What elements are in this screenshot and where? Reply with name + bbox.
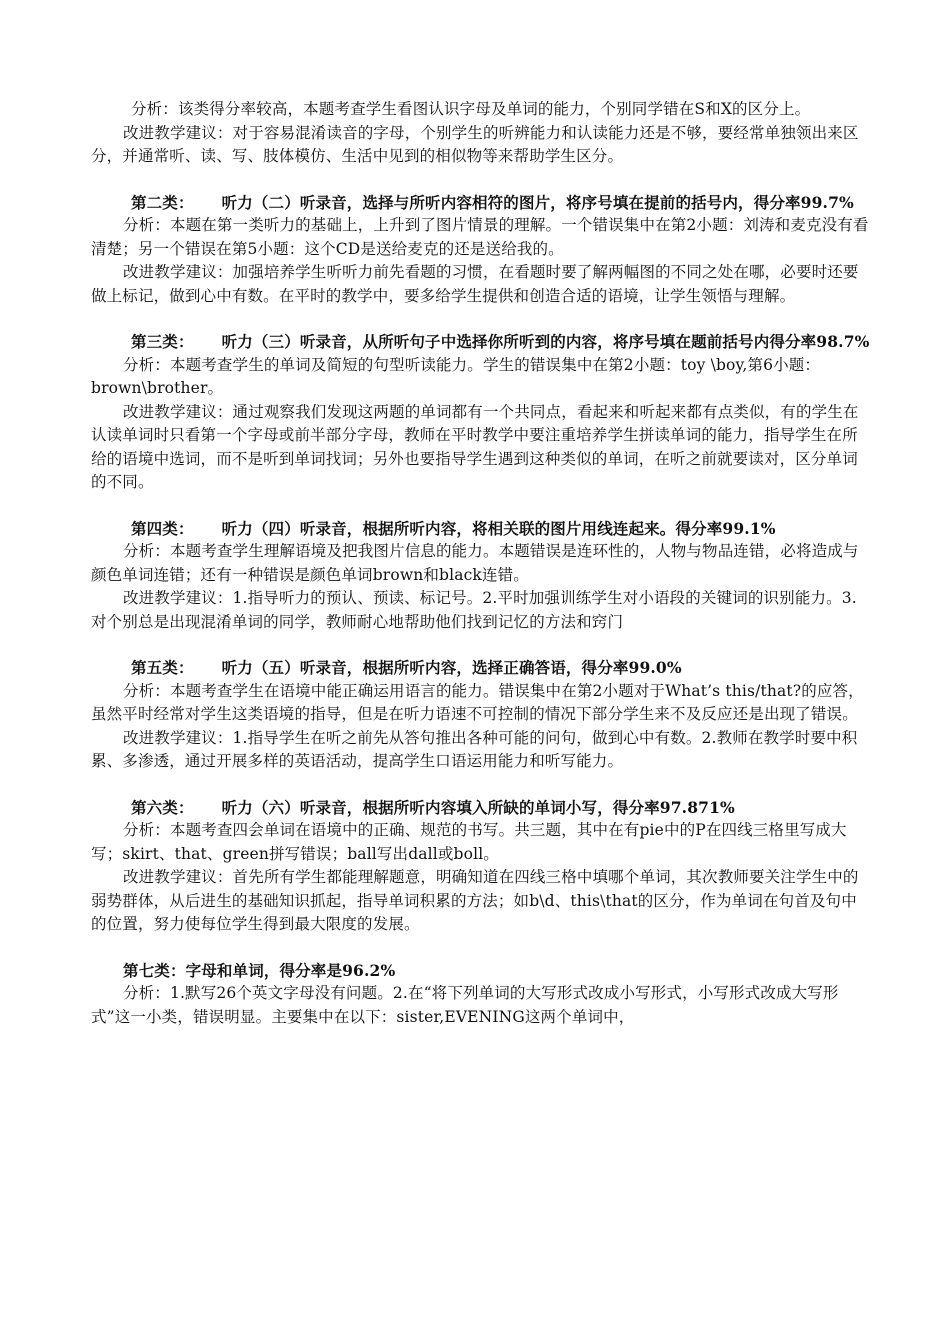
suggestion-paragraph: 改进教学建议：1.指导听力的预认、预读、标记号。2.平时加强训练学生对小语段的关键词的识别能力。3.对个别总是出现混淆单词的同学，教师耐心地帮助他们找到记忆的方法和窍门: [91, 589, 857, 631]
suggestion-paragraph: 改进教学建议：加强培养学生听听力前先看题的习惯，在看题时要了解两幅图的不同之处在哪，必要时还要做上标记，做到心中有数。在平时的教学中，要多给学生提供和创造合适的语境，让学生领悟与理解。: [91, 263, 859, 305]
section-label: 第四类：: [131, 518, 194, 538]
section-title: 听力（四）听录音，根据所听内容，将相关联的图片用线连起来。得分率99.1%: [221, 518, 776, 538]
section-heading: [91, 656, 871, 680]
section-3: [91, 330, 871, 495]
analysis-paragraph: 分析：1.默写26个英文字母没有问题。2.在“将下列单词的大写形式改成小写形式，小写形式改成大写形式”这一小类，错误明显。主要集中在以下：sister,EVENING这两个单词中，: [91, 984, 839, 1026]
suggestion-paragraph: 改进教学建议：首先所有学生都能理解题意，明确知道在四线三格中填哪个单词，其次教师要关注学生中的弱势群体，从后进生的基础知识抓起，指导单词积累的方法；如b\d、this\that的区分，作为单词在句首及句中的位置，努力使每位学生得到最大限度的发展。: [91, 868, 859, 933]
section-heading: [91, 959, 871, 983]
section-heading: [91, 517, 871, 541]
section-heading: [91, 191, 871, 215]
section-title: 字母和单词，得分率是96.2%: [185, 960, 396, 980]
section-label: 第六类：: [131, 797, 194, 817]
document-body: [91, 98, 871, 1051]
analysis-paragraph: 分析：本题考查四会单词在语境中的正确、规范的书写。共三题，其中在有pie中的P在四线三格里写成大写；skirt、that、green拼写错误；ball写出dall或boll。: [91, 821, 847, 863]
section-title: 听力（六）听录音，根据所听内容填入所缺的单词小写，得分率97.871%: [221, 797, 735, 817]
section-title: 听力（五）听录音，根据所听内容，选择正确答语，得分率99.0%: [221, 658, 682, 677]
section-2: [91, 191, 871, 309]
section-title: 听力（三）听录音，从所听句子中选择你所听到的内容，将序号填在题前括号内得分率98.7%: [221, 332, 870, 351]
suggestion-paragraph: 改进教学建议：1.指导学生在听之前先从答句推出各种可能的问句，做到心中有数。2.教师在教学时要中积累、多渗透，通过开展多样的英语活动，提高学生口语运用能力和听写能力。: [91, 728, 858, 770]
section-label: 第三类：: [131, 332, 194, 351]
section-7: [91, 959, 871, 1030]
analysis-paragraph: 分析：本题考查学生在语境中能正确运用语言的能力。错误集中在第2小题对于What’s this/that?的应答，虽然平时经常对学生这类语境的指导，但是在听力语速不可控制的情况下部分学生来不及反应还是出现了错误。: [91, 681, 864, 723]
suggestion-paragraph: 改进教学建议：通过观察我们发现这两题的单词都有一个共同点，看起来和听起来都有点类似，有的学生在认读单词时只看第一个字母或前半部分字母，教师在平时教学中要注重培养学生拼读单词的能力，指导学生在所给的语境中选词，而不是听到单词找词；另外也要指导学生遇到这种类似的单词，在听之前就要读对，区分单词的不同。: [91, 402, 859, 491]
analysis-paragraph: 分析：该类得分率较高，本题考查学生看图认识字母及单词的能力，个别同学错在S和X的区分上。: [131, 100, 811, 118]
section-heading: [91, 796, 871, 820]
section-6: [91, 796, 871, 937]
section-heading: [91, 330, 871, 354]
suggestion-paragraph: 改进教学建议：对于容易混淆读音的字母，个别学生的听辨能力和认读能力还是不够，要经常单独领出来区分，并通常听、读、写、肢体模仿、生活中见到的相似物等来帮助学生区分。: [91, 123, 859, 165]
intro-section: [91, 98, 871, 169]
analysis-paragraph: 分析：本题考查学生的单词及简短的句型听读能力。学生的错误集中在第2小题：toy \boy,第6小题：brown\brother。: [91, 355, 821, 397]
analysis-paragraph: 分析：本题考查学生理解语境及把我图片信息的能力。本题错误是连环性的，人物与物品连错，必将造成与颜色单词连错；还有一种错误是颜色单词brown和black连错。: [91, 542, 859, 584]
analysis-paragraph: 分析：本题在第一类听力的基础上，上升到了图片情景的理解。一个错误集中在第2小题：刘涛和麦克没有看清楚；另一个错误在第5小题：这个CD是送给麦克的还是送给我的。: [91, 216, 869, 258]
section-4: [91, 517, 871, 635]
section-5: [91, 656, 871, 774]
section-label: 第七类：: [123, 960, 186, 980]
section-label: 第二类：: [131, 192, 194, 212]
section-title: 听力（二）听录音，选择与所听内容相符的图片，将序号填在提前的括号内，得分率99.7%: [221, 192, 854, 212]
section-label: 第五类：: [131, 658, 194, 677]
